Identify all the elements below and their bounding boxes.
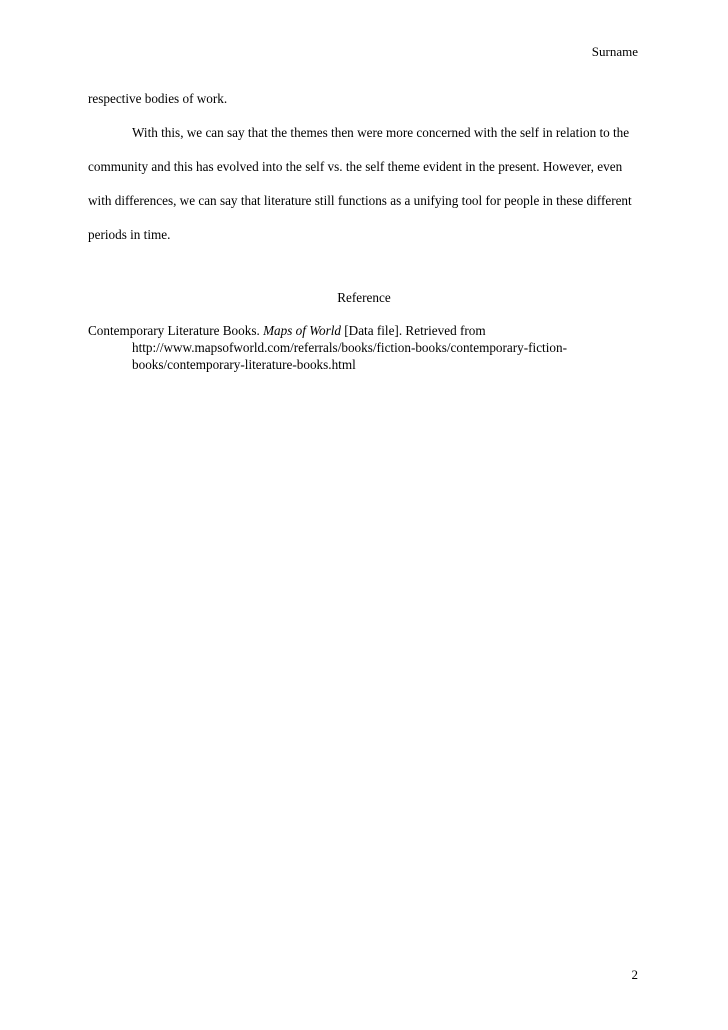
reference-lead: Contemporary Literature Books. (88, 323, 264, 338)
reference-entry (88, 322, 648, 373)
reference-tail: [Data file]. Retrieved from (340, 323, 486, 338)
reference-url-line-2[interactable]: books/contemporary-literature-books.html (132, 357, 356, 372)
paragraph-body: With this, we can say that the themes then were more concerned with the self in relation to the community and this has evolved into the self vs. the self theme evident in the present. However, even with differences, we can say that literature still functions as a unifying tool for people in these different periods in time. (88, 125, 632, 242)
running-head: Surname (591, 44, 638, 59)
reference-url-line-1[interactable]: http://www.mapsofworld.com/referrals/books/fiction-books/contemporary-fiction- (132, 340, 567, 355)
page-number: 2 (631, 967, 638, 982)
paragraph-continuation: respective bodies of work. (88, 91, 228, 106)
reference-heading: Reference (337, 290, 391, 305)
reference-source-title: Maps of World (263, 323, 341, 338)
